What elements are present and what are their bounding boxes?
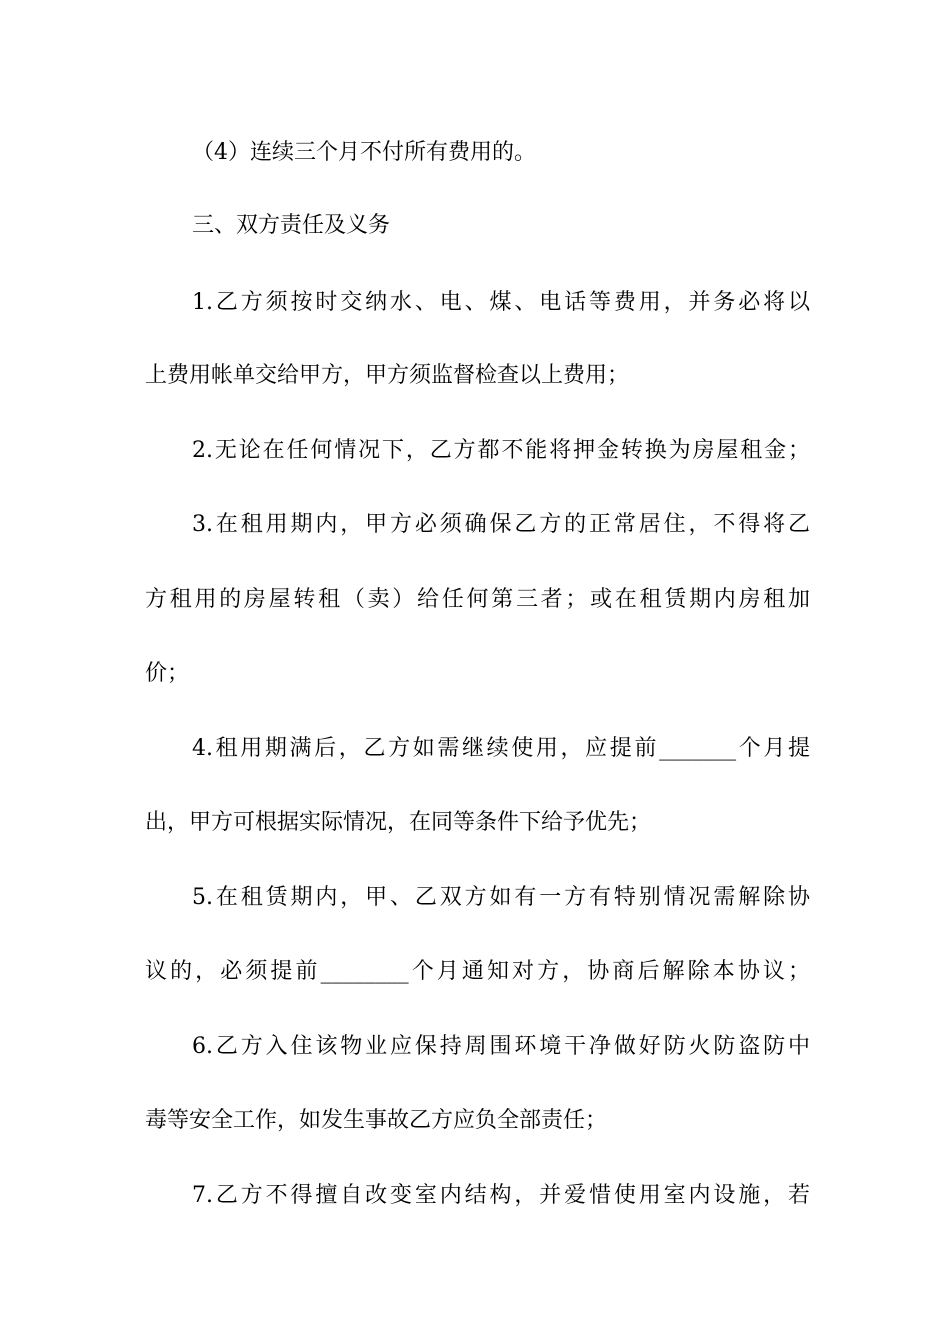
paragraph-line: 议的，必须提前________个月通知对方，协商后解除本协议； [145, 959, 810, 984]
paragraph-line: 7.乙方不得擅自改变室内结构，并爱惜使用室内设施，若 [192, 1183, 810, 1208]
section-heading: 三、双方责任及义务 [192, 213, 391, 238]
paragraph-line: （4）连续三个月不付所有费用的。 [192, 140, 536, 165]
paragraph-line: 上费用帐单交给甲方，甲方须监督检查以上费用； [145, 363, 630, 388]
paragraph-line: 1.乙方须按时交纳水、电、煤、电话等费用，并务必将以 [192, 290, 810, 315]
paragraph-line: 5.在租赁期内，甲、乙双方如有一方有特别情况需解除协 [192, 885, 810, 910]
paragraph-line: 价； [145, 661, 190, 686]
paragraph-line: 3.在租用期内，甲方必须确保乙方的正常居住，不得将乙 [192, 512, 810, 537]
paragraph-line: 2.无论在任何情况下，乙方都不能将押金转换为房屋租金； [192, 438, 810, 463]
paragraph-line: 出，甲方可根据实际情况，在同等条件下给予优先； [145, 810, 652, 835]
paragraph-line: 毒等安全工作，如发生事故乙方应负全部责任； [145, 1108, 608, 1133]
paragraph-line: 4.租用期满后，乙方如需继续使用，应提前_______个月提 [192, 736, 810, 761]
paragraph-line: 方租用的房屋转租（卖）给任何第三者；或在租赁期内房租加 [145, 587, 810, 612]
paragraph-line: 6.乙方入住该物业应保持周围环境干净做好防火防盗防中 [192, 1034, 810, 1059]
